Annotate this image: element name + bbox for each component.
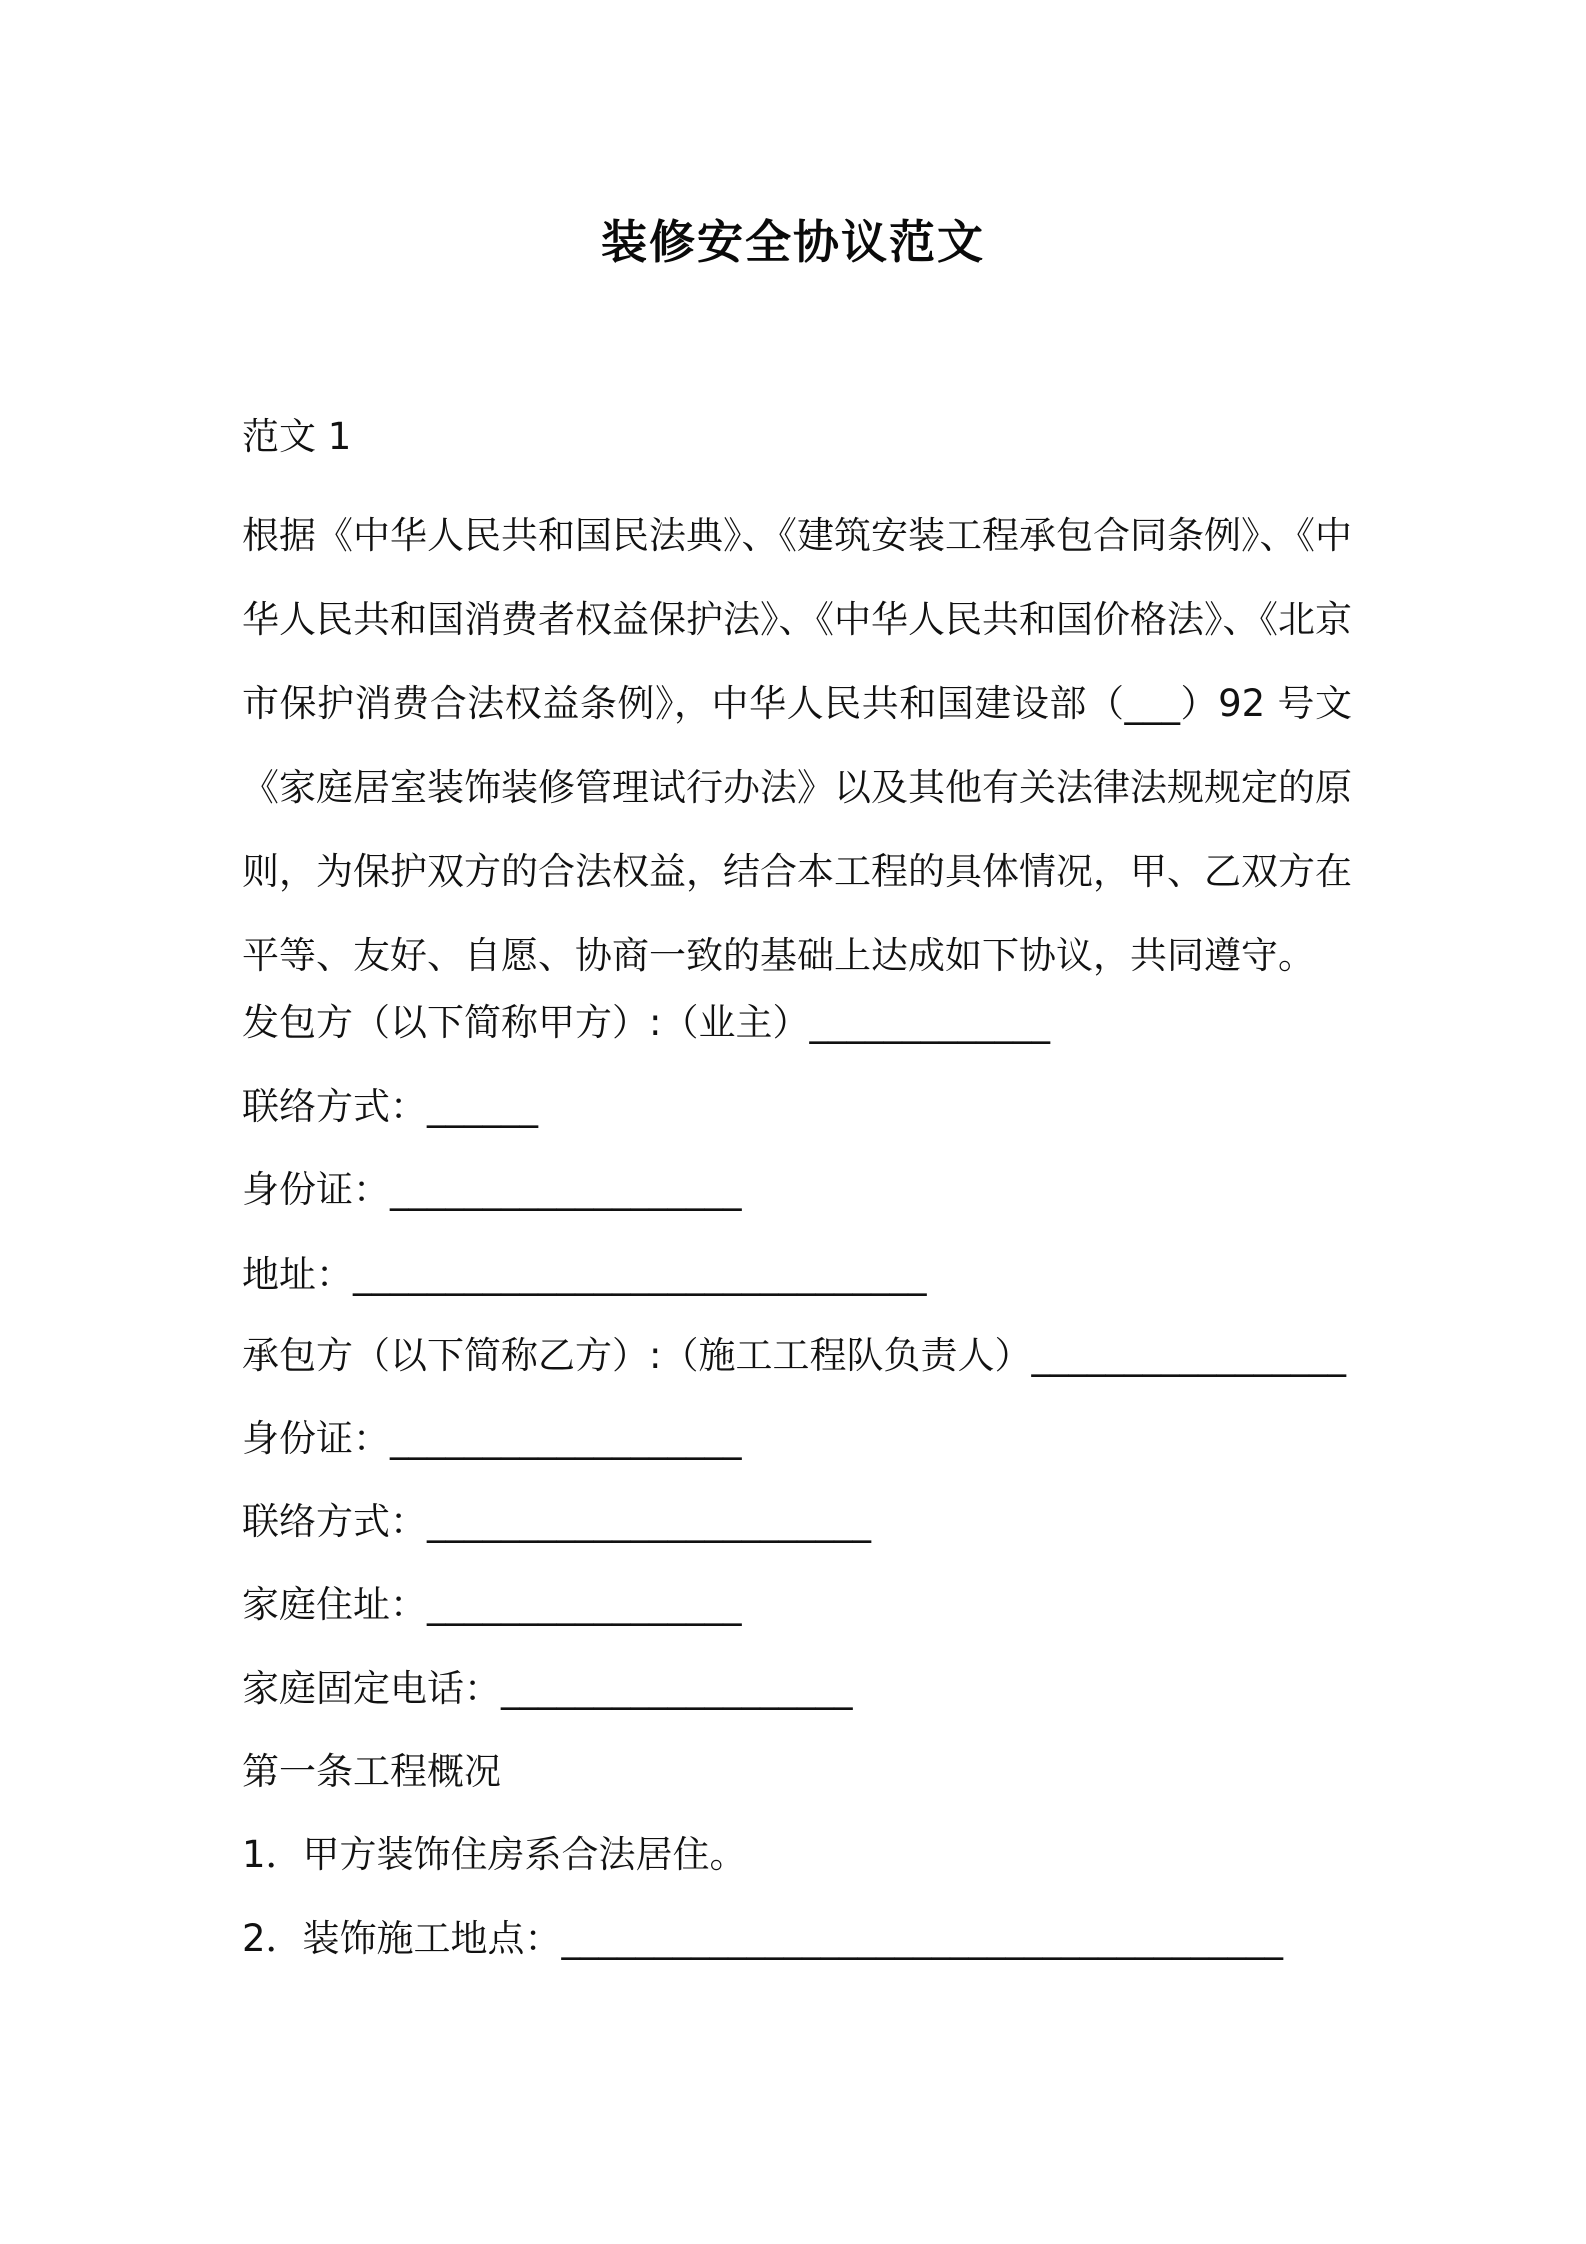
field-employer-name: 发包方（以下简称甲方）:（业主）_____________ bbox=[242, 1001, 1050, 1044]
article-heading: 第一条工程概况 bbox=[242, 1750, 501, 1793]
intro-paragraph: 根据《中华人民共和国民法典》、《建筑安装工程承包合同条例》、《中华人民共和国消费者权益保护法》、《中华人民共和国价格法》、《北京市保护消费合法权益条例》，中华人民共和国建设部（___）92 号文《家庭居室装饰装修管理试行办法》以及其他有关法律法规规定的原则，为保护双方的合法权益，结合本工程的具体情况，甲、乙双方在平等、友好、自愿、协商一致的基础上达成如下协议，共同遵守。 bbox=[242, 514, 1352, 977]
document-title: 装修安全协议范文 bbox=[601, 215, 985, 269]
article-item-2: 2．装饰施工地点：_______________________________________ bbox=[242, 1917, 1284, 1960]
field-employer-id: 身份证：___________________ bbox=[242, 1168, 742, 1211]
field-contractor-id: 身份证：___________________ bbox=[242, 1417, 742, 1460]
field-contractor-address: 家庭住址：_________________ bbox=[242, 1583, 742, 1626]
section-heading: 范文 1 bbox=[242, 415, 352, 458]
article-item-1: 1．甲方装饰住房系合法居住。 bbox=[242, 1833, 747, 1876]
field-employer-contact: 联络方式：______ bbox=[242, 1085, 538, 1128]
field-contractor-name: 承包方（以下简称乙方）:（施工工程队负责人）_________________ bbox=[242, 1334, 1346, 1377]
field-contractor-contact: 联络方式：________________________ bbox=[242, 1500, 871, 1543]
field-contractor-phone: 家庭固定电话：___________________ bbox=[242, 1667, 853, 1710]
field-employer-address: 地址：_______________________________ bbox=[242, 1253, 927, 1296]
